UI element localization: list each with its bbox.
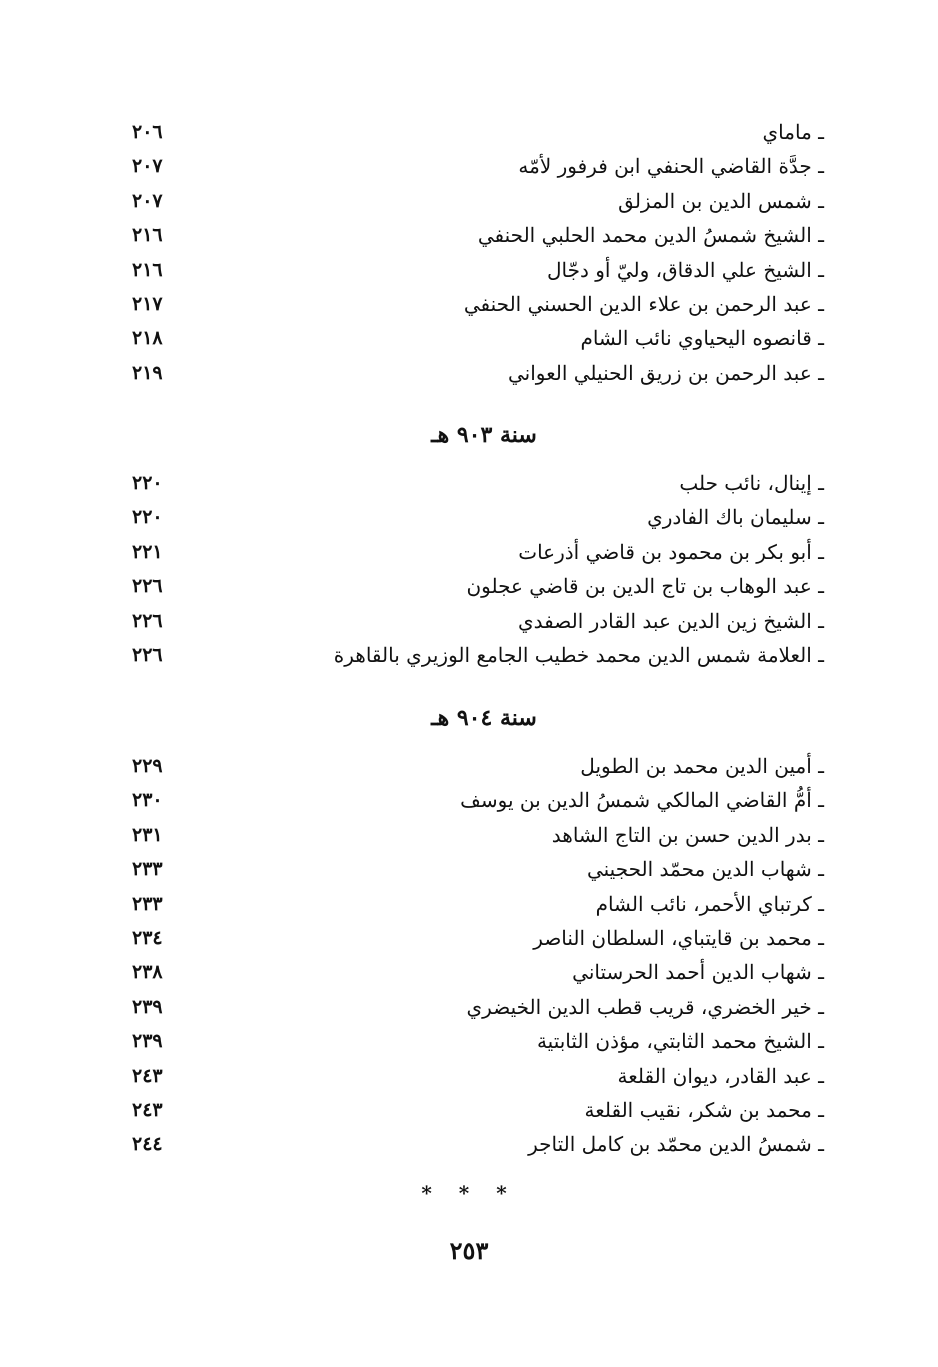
entry-title: ـ كرتباي الأحمر، نائب الشام [595,891,824,916]
list-item [132,1059,824,1093]
entry-title: ـ الشيخ محمد الثابتي، مؤذن الثابتية [536,1029,824,1054]
list-item [132,321,824,355]
entry-title: ـ بدر الدين حسن بن التاج الشاهد [551,822,824,847]
list-item [132,852,824,886]
list-item [132,921,824,955]
entry-title: ـ عبد الرحمن بن علاء الدين الحسني الحنفي [463,291,824,316]
list-item [132,818,824,852]
entry-title: ـ الشيخ علي الدقاق، وليّ أو دجّال [547,257,824,282]
entry-page-number: ٢١٦ [132,258,163,281]
list-item [132,184,824,218]
entry-page-number: ٢٣٩ [132,1030,163,1053]
list-item [132,149,824,183]
entry-title: ـ محمد بن قايتباي، السلطان الناصر [533,925,824,950]
entry-list-903 [132,466,824,672]
entry-page-number: ٢٤٤ [132,1133,163,1156]
entry-page-number: ٢٠٦ [132,121,163,143]
page-number: ٢٥٣ [449,1236,489,1265]
entry-title: ـ خير الخضري، قريب قطب الدين الخيضري [466,994,824,1019]
entry-title: ـ العلامة شمس الدين محمد خطيب الجامع الوزيري بالقاهرة [333,642,824,667]
entry-title: ـ جدَّة القاضي الحنفي ابن فرفور لأمّه [518,154,824,179]
entry-page-number: ٢٢٠ [132,506,163,529]
entry-page-number: ٢٢٩ [132,755,163,777]
entry-title: ـ أبو بكر بن محمود بن قاضي أذرعات [518,539,824,564]
entry-title: ـ شهاب الدين أحمد الحرستاني [572,960,824,985]
entry-title: ـ شمسُ الدين محمّد بن كامل التاجر [528,1132,824,1157]
section-heading-903: سنة ٩٠٣ هـ [431,422,537,448]
entry-title: ـ أمُّ القاضي المالكي شمسُ الدين بن يوسف [460,788,824,813]
list-item [132,1127,824,1161]
entry-list-continued [132,115,824,390]
entry-page-number: ٢٢٦ [132,575,163,598]
entry-page-number: ٢٤٣ [132,1098,163,1121]
list-item [132,218,824,252]
entry-page-number: ٢٠٧ [132,189,163,212]
list-item [132,604,824,638]
entry-title: ـ محمد بن شكر، نقيب القلعة [584,1097,824,1122]
list-item [132,253,824,287]
entry-title: ـ ماماي [762,120,824,144]
list-item [132,1093,824,1127]
entry-page-number: ٢٢٦ [132,643,163,666]
entry-list-904 [132,749,824,1162]
entry-title: ـ سليمان باك الفادري [647,505,824,530]
entry-title: ـ إينال، نائب حلب [679,471,824,495]
list-item [132,115,824,149]
list-item [132,466,824,500]
entry-page-number: ٢٣٣ [132,858,163,881]
list-item [132,783,824,817]
entry-page-number: ٢٢٠ [132,472,163,494]
entry-title: ـ الشيخ زين الدين عبد القادر الصفدي [518,608,824,633]
entry-title: ـ عبد الوهاب بن تاج الدين بن قاضي عجلون [466,574,824,599]
entry-page-number: ٢٣١ [132,823,163,846]
list-item [132,955,824,989]
entry-page-number: ٢٣٣ [132,892,163,915]
entry-page-number: ٢٣٠ [132,789,163,812]
entry-title: ـ قانصوه اليحياوي نائب الشام [580,326,824,351]
entry-page-number: ٢٠٧ [132,155,163,178]
entry-page-number: ٢٣٤ [132,926,163,949]
list-item [132,500,824,534]
entry-page-number: ٢٣٩ [132,995,163,1018]
entry-page-number: ٢١٦ [132,224,163,247]
list-item [132,638,824,672]
entry-title: ـ الشيخ شمسُ الدين محمد الحلبي الحنفي [477,223,824,248]
list-item [132,990,824,1024]
entry-page-number: ٢٣٨ [132,961,163,984]
entry-page-number: ٢٤٣ [132,1064,163,1087]
list-item [132,887,824,921]
entry-title: ـ عبد الرحمن بن زريق الحنيلي العواني [507,360,824,385]
list-item [132,1024,824,1058]
list-item [132,569,824,603]
list-item [132,749,824,783]
entry-page-number: ٢١٨ [132,327,163,350]
entry-page-number: ٢٢١ [132,540,163,563]
entry-page-number: ٢١٩ [132,361,163,384]
section-heading-904: سنة ٩٠٤ هـ [431,705,537,731]
entry-page-number: ٢١٧ [132,292,163,315]
entry-page-number: ٢٢٦ [132,609,163,632]
entry-title: ـ شهاب الدين محمّد الحجيني [586,857,824,882]
entry-title: ـ عبد القادر، ديوان القلعة [617,1063,824,1088]
list-item [132,535,824,569]
list-item [132,287,824,321]
entry-title: ـ شمس الدين بن المزلق [618,188,824,213]
list-item [132,356,824,390]
section-end-ornament: * * * [421,1181,517,1205]
entry-title: ـ أمين الدين محمد بن الطويل [580,754,824,778]
